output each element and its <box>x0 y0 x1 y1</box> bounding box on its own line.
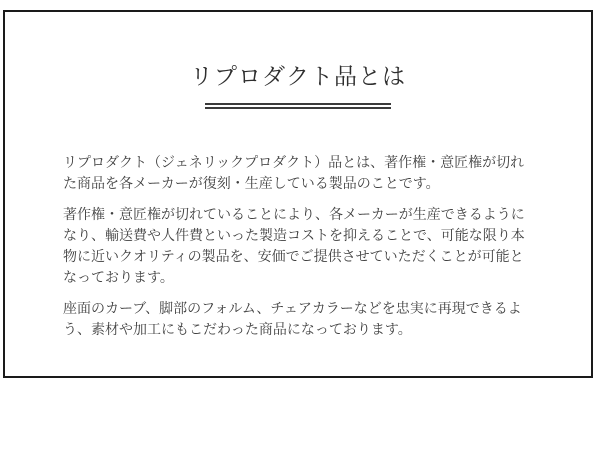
body-text-block <box>63 153 537 341</box>
section-title: リプロダクト品とは <box>190 64 406 90</box>
title-double-underline <box>205 103 391 109</box>
paragraph-quality-explanation: 座面のカーブ、脚部のフォルム、チェアカラーなどを忠実に再現できるよう、素材や加工にもこだわった商品になっております。 <box>63 300 522 338</box>
paragraph-cost-explanation: 著作権・意匠権が切れていることにより、各メーカーが生産できるようになり、輸送費や人件費といった製造コストを抑えることで、可能な限り本物に近いクオリティの製品を、安価でご提供させていただくことが可能となっております。 <box>63 206 525 286</box>
reproduct-info-panel <box>3 10 593 378</box>
paragraph-definition: リプロダクト（ジェネリックプロダクト）品とは、著作権・意匠権が切れた商品を各メーカーが復刻・生産している製品のことです。 <box>63 154 525 192</box>
